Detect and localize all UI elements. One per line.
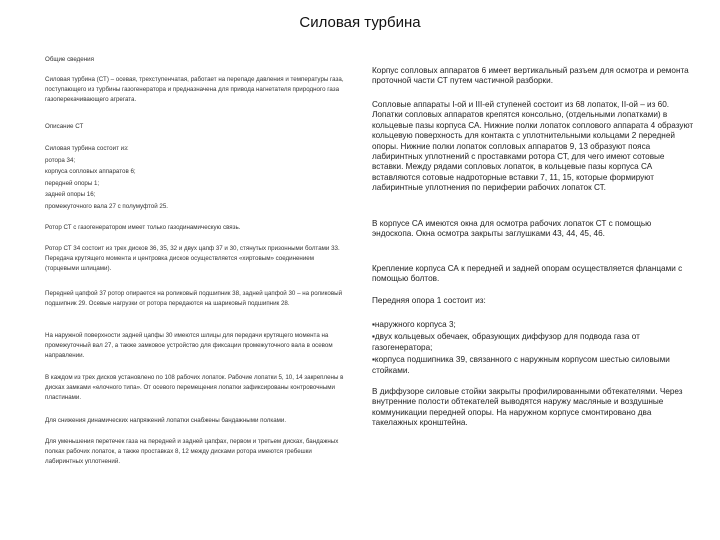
paragraph-seals: Для уменьшения перетечек газа на передней и задней цапфах, первом и третьем дисках, бандажных полках рабочих лопаток, а также проставках 8, 12 между дисками ротора имеются гребешки лабиринтных уплотнений.: [45, 438, 339, 465]
paragraph-general: Силовая турбина (СТ) – осевая, трехступенчатая, работает на перепаде давления и температуры газа, поступающего из турбины газогенератора и предназначена для привода нагнетателя природного газа газоперекачивающего агрегата.: [45, 76, 344, 103]
paragraph-splines: На наружной поверхности задней цапфы 30 имеются шлицы для передачи крутящего момента на промежуточный вал 27, а также замковое устройство для фиксации промежуточного вала в осевом направлении.: [45, 332, 333, 359]
heading-general: Общие сведения: [45, 56, 94, 63]
list-item: ▪корпуса подшипника 39, связанного с наружным корпусом шестью силовыми стойками.: [372, 355, 670, 375]
paragraph-front-support: Передняя опора 1 состоит из:: [372, 296, 486, 305]
composition-list: [45, 143, 345, 212]
paragraph-nozzles: Сопловые аппараты I-ой и III-ей ступеней состоит из 68 лопаток, II-ой – из 60. Лопатки сопловых аппаратов крепятся консольно, (отдельными лопатками) в кольцевые пазы корпуса СА. Нижние полки лопаток соплового аппарата 4 образуют кольцевую поверхность для контакта с уплотнительными кольцами 2 передней опоры. Нижние полки лопаток сопловых аппаратов 9, 13 образуют пояса лабиринтных уплотнений с проставками ротора СТ, для чего имеют сотовые вставки. Между рядами сопловых лопаток, в кольцевые пазы корпуса СА вставляются сотовые надроторные вставки 7, 11, 15, которые формируют лабиринтные уплотнения по периферии рабочих лопаток СТ.: [372, 100, 694, 193]
paragraph-bearings: Передней цапфой 37 ротор опирается на роликовый подшипник 38, задней цапфой 30 – на роликовый подшипник 29. Осевые нагрузки от ротора передаются на шариковый подшипник 28.: [45, 290, 343, 307]
list-intro: Силовая турбина состоит из:: [45, 145, 129, 152]
list-item: ▪двух кольцевых обечаек, образующих диффузор для подвода газа от газогенератора;: [372, 332, 640, 352]
page-title: Силовая турбина: [299, 14, 421, 31]
paragraph-blades: В каждом из трех дисков установлено по 108 рабочих лопаток. Рабочие лопатки 5, 10, 14 закреплены в дисках замками «елочного типа». От осевого перемещения лопатки зафиксированы контровочными пластинами.: [45, 374, 344, 401]
paragraph-shrouds: Для снижения динамических напряжений лопатки снабжены бандажными полками.: [45, 417, 287, 424]
list-item: ▪наружного корпуса 3;: [372, 320, 456, 329]
list-item: корпуса сопловых аппаратов 6;: [45, 168, 136, 175]
paragraph-mounting: Крепление корпуса СА к передней и задней опорам осуществляется фланцами с помощью болтов.: [372, 264, 683, 284]
paragraph-diffuser: В диффузоре силовые стойки закрыты профилированными обтекателями. Через внутренние полости обтекателей выводятся наружу масляные и воздушные коммуникации передней опоры. На наружном корпусе смонтировано два такелажных кронштейна.: [372, 387, 683, 428]
paragraph-rotor-link: Ротор СТ с газогенератором имеет только газодинамическую связь.: [45, 224, 241, 231]
heading-description: Описание СТ: [45, 123, 84, 130]
list-item: задней опоры 16;: [45, 191, 96, 198]
list-item: передней опоры 1;: [45, 179, 100, 187]
paragraph-rotor: Ротор СТ 34 состоит из трех дисков 36, 35, 32 и двух цапф 37 и 30, стянутых призонными болтами 33. Передача крутящего момента и центровка дисков осуществляется «хиртовым» соединением (торцевыми шлицами).: [45, 245, 340, 272]
front-support-list: [372, 320, 694, 376]
paragraph-windows: В корпусе СА имеются окна для осмотра рабочих лопаток СТ с помощью эндоскопа. Окна осмотра закрыты заглушками 43, 44, 45, 46.: [372, 219, 652, 239]
list-item: ротора 34;: [45, 156, 76, 164]
list-item: промежуточного вала 27 с полумуфтой 25.: [45, 202, 169, 210]
paragraph-nozzle-casing: Корпус сопловых аппаратов 6 имеет вертикальный разъем для осмотра и ремонта проточной части СТ путем частичной разборки.: [372, 66, 689, 86]
